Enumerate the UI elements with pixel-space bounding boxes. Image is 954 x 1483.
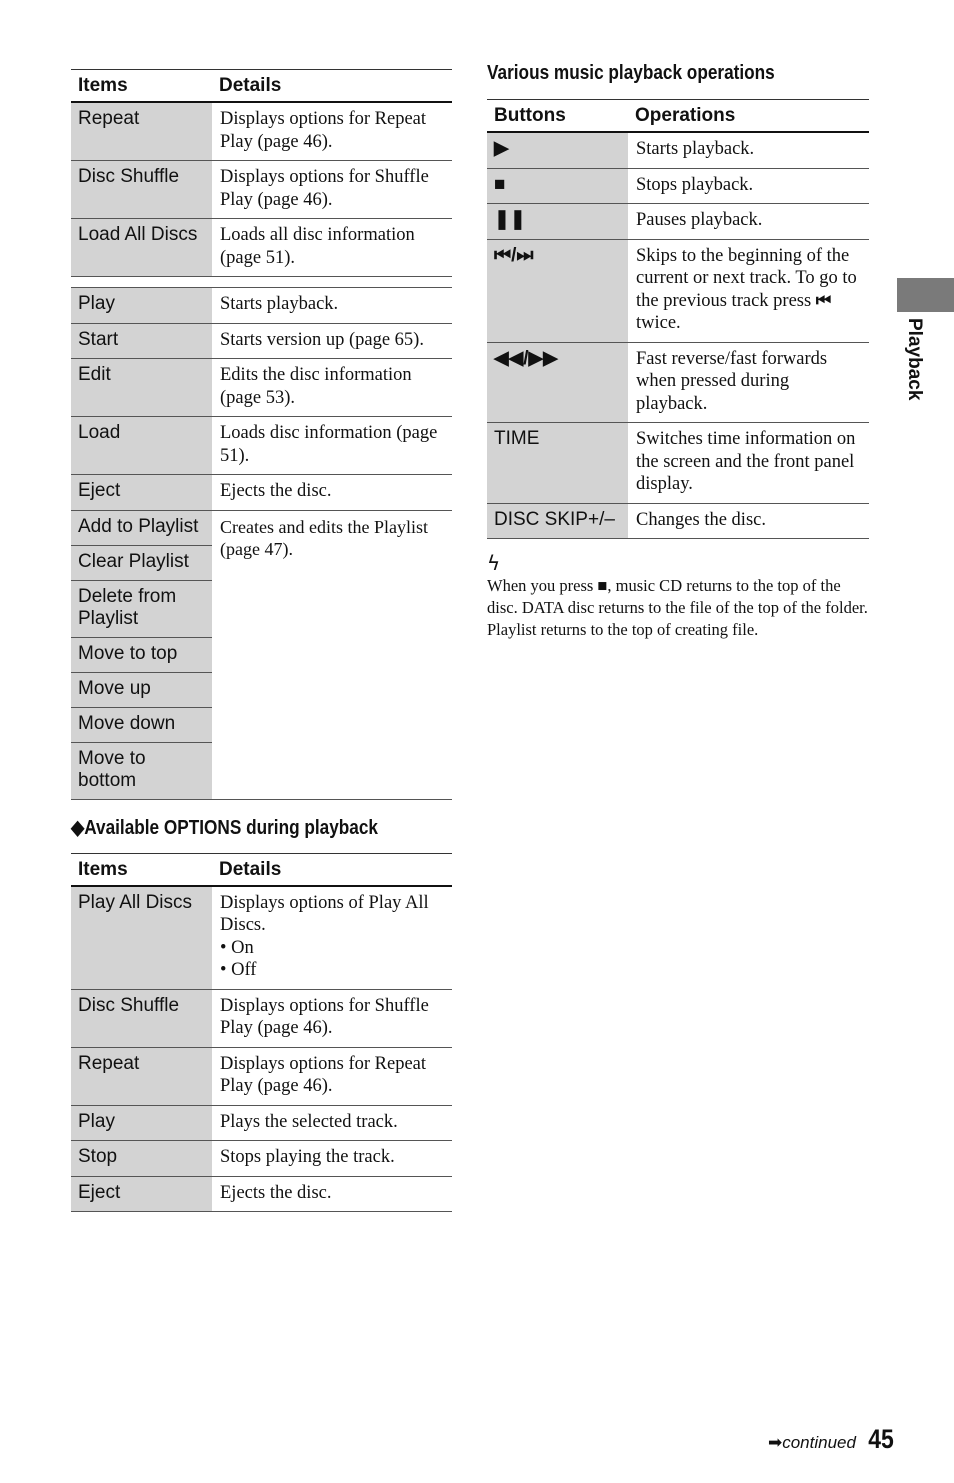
skip-prev-next-icon: ⏮/⏭ bbox=[487, 239, 628, 342]
operation-cell: Changes the disc. bbox=[628, 503, 869, 539]
item-cell: Move down bbox=[71, 707, 212, 742]
item-cell: Repeat bbox=[71, 1047, 212, 1105]
header-details: Details bbox=[212, 853, 452, 886]
item-cell: Stop bbox=[71, 1141, 212, 1177]
detail-cell: Stops playing the track. bbox=[212, 1141, 452, 1177]
detail-cell: Displays options for Repeat Play (page 46). bbox=[212, 102, 452, 161]
item-cell: Disc Shuffle bbox=[71, 161, 212, 219]
table-row bbox=[71, 1105, 452, 1141]
item-cell: Eject bbox=[71, 1176, 212, 1212]
item-cell: Play bbox=[71, 1105, 212, 1141]
table-row bbox=[487, 342, 869, 423]
table-row bbox=[71, 989, 452, 1047]
skip-prev-icon: ⏮ bbox=[815, 290, 832, 311]
detail-cell bbox=[212, 886, 452, 990]
options-table bbox=[71, 853, 452, 1213]
hint-note bbox=[487, 552, 869, 641]
disc-skip-button: DISC SKIP+/– bbox=[487, 503, 628, 539]
operation-cell bbox=[628, 239, 869, 342]
table-row bbox=[71, 886, 452, 990]
table-row bbox=[71, 1047, 452, 1105]
table-row bbox=[487, 168, 869, 204]
header-items: Items bbox=[71, 70, 212, 103]
detail-cell: Ejects the disc. bbox=[212, 475, 452, 511]
item-cell: Disc Shuffle bbox=[71, 989, 212, 1047]
operation-text: Skips to the beginning of the current or next track. To go to the previous track press bbox=[636, 245, 857, 311]
options-section-title: ◆Available OPTIONS during playback bbox=[71, 816, 378, 839]
item-cell: Play bbox=[71, 288, 212, 324]
time-button: TIME bbox=[487, 423, 628, 504]
table-row bbox=[487, 239, 869, 342]
detail-cell: Displays options for Repeat Play (page 46). bbox=[212, 1047, 452, 1105]
page-number: 45 bbox=[868, 1424, 894, 1454]
detail-cell: Loads disc information (page 51). bbox=[212, 417, 452, 475]
detail-cell: Starts version up (page 65). bbox=[212, 323, 452, 359]
detail-text: Displays options of Play All Discs. bbox=[220, 892, 429, 935]
operation-cell: Switches time information on the screen and the front panel display. bbox=[628, 423, 869, 504]
music-section-title: Various music playback operations bbox=[487, 62, 775, 84]
bullet-off: • Off bbox=[220, 960, 257, 980]
item-cell: Load bbox=[71, 417, 212, 475]
left-column bbox=[71, 69, 452, 1212]
bullet-on: • On bbox=[220, 937, 254, 958]
detail-cell: Loads all disc information (page 51). bbox=[212, 219, 452, 277]
hint-icon: ϟ bbox=[487, 551, 501, 575]
table-row bbox=[71, 417, 452, 475]
item-cell: Clear Playlist bbox=[71, 545, 212, 580]
table-row bbox=[71, 475, 452, 511]
item-cell: Load All Discs bbox=[71, 219, 212, 277]
table-row bbox=[71, 102, 452, 161]
item-cell: Repeat bbox=[71, 102, 212, 161]
table-row bbox=[487, 503, 869, 539]
operation-cell: Starts playback. bbox=[628, 132, 869, 168]
right-column bbox=[487, 62, 869, 641]
table-row bbox=[71, 510, 452, 545]
buttons-table-header bbox=[487, 100, 869, 133]
continued-label: continued bbox=[782, 1433, 856, 1452]
table-row bbox=[71, 219, 452, 277]
items-table-header bbox=[71, 70, 452, 103]
item-cell: Move to top bbox=[71, 637, 212, 672]
operation-cell: Fast reverse/fast forwards when pressed during playback. bbox=[628, 342, 869, 423]
header-items: Items bbox=[71, 853, 212, 886]
section-tab-label: Playback bbox=[904, 318, 925, 401]
item-cell: Play All Discs bbox=[71, 886, 212, 990]
play-icon: ▶ bbox=[487, 132, 628, 168]
detail-cell: Ejects the disc. bbox=[212, 1176, 452, 1212]
detail-cell: Edits the disc information (page 53). bbox=[212, 359, 452, 417]
items-table bbox=[71, 69, 452, 800]
header-buttons: Buttons bbox=[487, 100, 628, 133]
table-row bbox=[71, 323, 452, 359]
item-cell: Edit bbox=[71, 359, 212, 417]
item-cell: Start bbox=[71, 323, 212, 359]
detail-cell: Displays options for Shuffle Play (page 46). bbox=[212, 161, 452, 219]
operation-cell: Pauses playback. bbox=[628, 204, 869, 240]
playlist-detail-cell: Creates and edits the Playlist (page 47). bbox=[212, 510, 452, 799]
item-cell: Add to Playlist bbox=[71, 510, 212, 545]
continued-arrow-icon: ➡ bbox=[767, 1433, 783, 1453]
detail-cell: Plays the selected track. bbox=[212, 1105, 452, 1141]
hint-text: When you press ■, music CD returns to the top of the disc. DATA disc returns to the file of the top of the folder. Playlist returns to the top of creating file. bbox=[487, 576, 868, 639]
page-footer bbox=[768, 1424, 896, 1455]
table-row bbox=[487, 423, 869, 504]
item-cell: Move to bottom bbox=[71, 742, 212, 799]
operation-tail: twice. bbox=[636, 313, 681, 333]
table-row bbox=[71, 288, 452, 324]
table-row bbox=[71, 1176, 452, 1212]
detail-cell: Displays options for Shuffle Play (page 46). bbox=[212, 989, 452, 1047]
group-separator bbox=[71, 277, 452, 288]
table-row bbox=[71, 359, 452, 417]
operation-cell: Stops playback. bbox=[628, 168, 869, 204]
pause-icon: ❚❚ bbox=[487, 204, 628, 240]
buttons-table bbox=[487, 99, 869, 539]
table-row bbox=[487, 204, 869, 240]
stop-icon: ■ bbox=[487, 168, 628, 204]
header-details: Details bbox=[212, 70, 452, 103]
header-operations: Operations bbox=[628, 100, 869, 133]
item-cell: Eject bbox=[71, 475, 212, 511]
table-row bbox=[71, 1141, 452, 1177]
section-tab bbox=[897, 278, 954, 312]
table-row bbox=[71, 161, 452, 219]
item-cell: Delete from Playlist bbox=[71, 580, 212, 637]
rewind-forward-icon: ◀◀/▶▶ bbox=[487, 342, 628, 423]
detail-cell: Starts playback. bbox=[212, 288, 452, 324]
item-cell: Move up bbox=[71, 672, 212, 707]
options-table-header bbox=[71, 853, 452, 886]
table-row bbox=[487, 132, 869, 168]
